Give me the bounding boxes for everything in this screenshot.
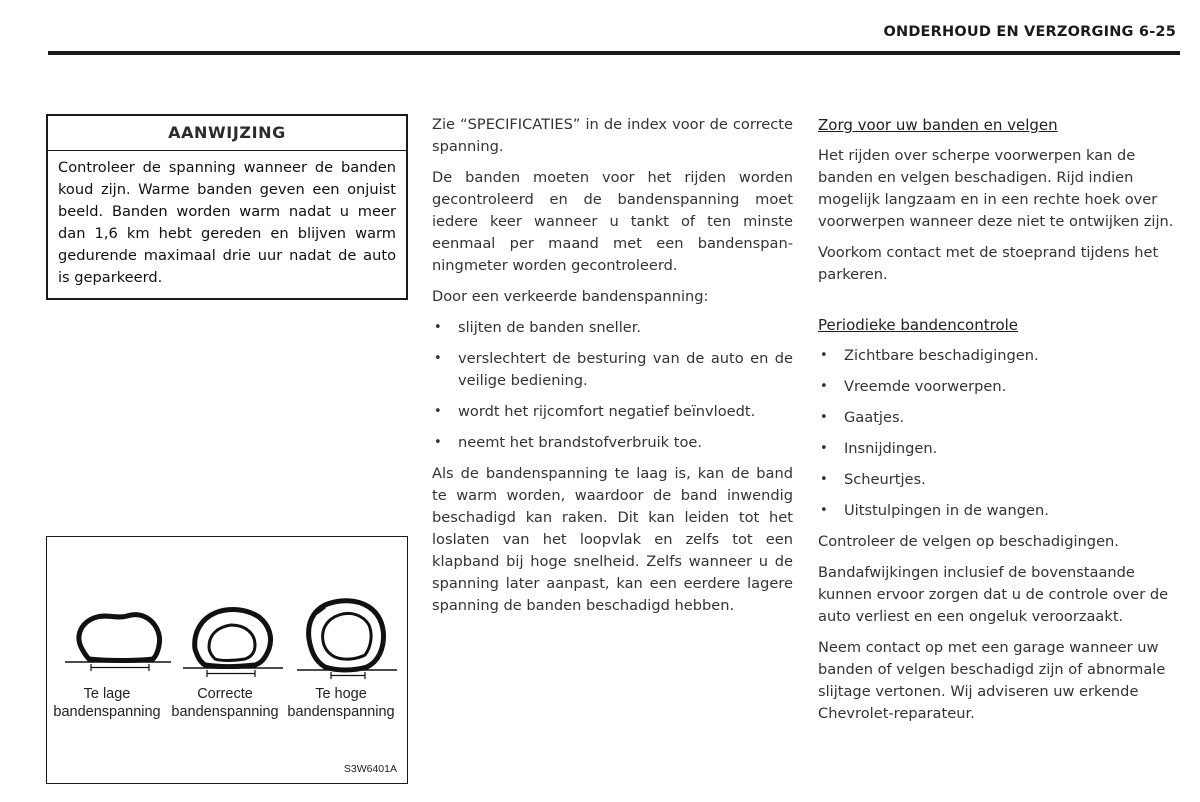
- paragraph: Controleer de velgen op beschadigingen.: [818, 533, 1119, 550]
- list-item: • Insnijdingen.: [818, 438, 1178, 460]
- list-item: • verslechtert de besturing van de auto en de veilige bediening.: [432, 348, 793, 392]
- note-text: Controleer de spanning wanneer de banden koud zijn. Warme banden geven een onjuist beeld. Banden worden warm nadat u meer dan 1,6 km hebt gereden en blijven warm gedurende maximaal drie uur nadat de auto is geparkeerd.: [58, 159, 396, 286]
- label-underinflated: Te lage bandenspanning: [53, 686, 161, 720]
- section-heading-care: Zorg voor uw banden en velgen: [818, 116, 1058, 134]
- page-header-title: ONDERHOUD EN VERZORGING 6-25: [883, 24, 1176, 40]
- list-item: • Uitstulpingen in de wangen.: [818, 500, 1178, 522]
- right-column: [818, 114, 1178, 734]
- section-heading-inspection: Periodieke bandencontrole: [818, 316, 1019, 334]
- correct-tire-rim: [209, 625, 255, 661]
- list-item: • Gaatjes.: [818, 407, 1178, 429]
- inspection-list: [818, 345, 1178, 522]
- underinflated-tire-icon: [79, 615, 160, 661]
- paragraph: Door een verkeerde bandenspanning:: [432, 288, 709, 305]
- figure-code: S3W6401A: [343, 763, 397, 775]
- label-correct: Correcte bandenspanning: [171, 686, 279, 720]
- header-rule: [48, 51, 1180, 55]
- paragraph: Bandafwijkingen inclusief de bovenstaande kunnen ervoor zorgen dat u de controle over de auto verliest en een ongeluk veroorzaakt.: [818, 564, 1169, 625]
- label-overinflated: Te hoge bandenspanning: [287, 686, 395, 720]
- inflation-effects-list: [432, 317, 793, 454]
- note-heading: AANWIJZING: [48, 116, 406, 151]
- paragraph: Zie “SPECIFICATIES” in de index voor de correcte spanning.: [432, 116, 793, 155]
- paragraph: Het rijden over scherpe voorwerpen kan de banden en velgen beschadigen. Rijd indien mogelijk langzaam en in een rechte hoek over voorwerpen wanneer deze niet te ontwijken zijn.: [818, 147, 1174, 230]
- list-item: • neemt het brandstofverbruik toe.: [432, 432, 793, 454]
- tire-pressure-figure: [46, 536, 408, 784]
- list-item: • Scheurtjes.: [818, 469, 1178, 491]
- tire-illustration: [47, 537, 407, 783]
- note-box: [46, 114, 408, 300]
- list-item: • Vreemde voorwerpen.: [818, 376, 1178, 398]
- list-item: • wordt het rijcomfort negatief beïnvloedt.: [432, 401, 793, 423]
- list-item: • Zichtbare beschadigingen.: [818, 345, 1178, 367]
- paragraph: Als de bandenspanning te laag is, kan de band te warm worden, waardoor de band inwendig beschadigd kan raken. Dit kan leiden tot het loslaten van het loopvlak en zelfs tot een klapband bij hoge snelheid. Zelfs wanneer u de spanning later aanpast, kan een eerdere lagere spanning de banden beschadigd hebben.: [432, 465, 793, 614]
- correct-tire-icon: [195, 610, 271, 667]
- overinflated-tire-rim: [323, 613, 371, 659]
- middle-column: [432, 114, 793, 626]
- paragraph: De banden moeten voor het rijden worden gecontroleerd en de bandenspanning moet iedere keer wanneer u tankt of ten minste eenmaal per maand met een bandenspan-ningmeter worden gecontroleerd.: [432, 169, 793, 274]
- paragraph: Neem contact op met een garage wanneer uw banden of velgen beschadigd zijn of abnormale slijtage vertonen. Wij adviseren uw erkende Chevrolet-reparateur.: [818, 639, 1166, 722]
- list-item: • slijten de banden sneller.: [432, 317, 793, 339]
- paragraph: Voorkom contact met de stoeprand tijdens het parkeren.: [818, 244, 1159, 283]
